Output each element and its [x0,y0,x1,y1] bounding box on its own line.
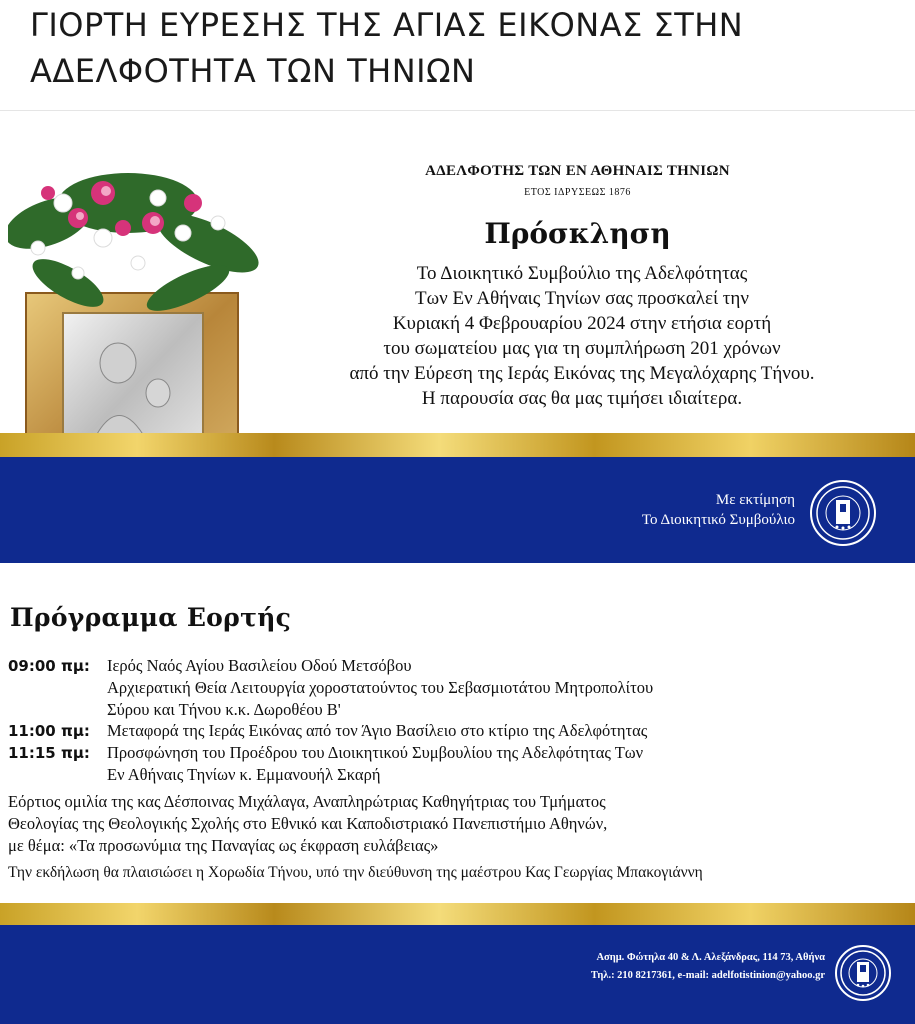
invitation-body [262,261,902,411]
invitation-poster [0,125,915,1024]
regards-line: Με εκτίμηση [715,492,795,508]
speech-note: Εόρτιος ομιλία της κας Δέσποινας Μιχάλαγα, Αναπληρώτριας Καθηγήτριας του Τμήματος [8,792,606,811]
invitation-line: του σωματείου μας για τη συμπλήρωση 201 χρόνων [383,338,781,359]
invitation-line: Κυριακή 4 Φεβρουαρίου 2024 στην ετήσια εορτή [392,313,772,334]
program-text: Αρχιερατική Θεία Λειτουργία χοροστατούντος του Σεβασμιοτάτου Μητροπολίτου [107,678,654,697]
article-title-line1: ΓΙΟΡΤΗ ΕΥΡΕΣΗΣ ΤΗΣ ΑΓΙΑΣ ΕΙΚΟΝΑΣ ΣΤΗΝ [30,6,744,44]
choir-note: Την εκδήλωση θα πλαισιώσει η Χορωδία Τήνου, υπό την διεύθυνση της μαέστρου Κας Γεωργίας Μπακογιάννη [8,864,703,881]
program-time: 09:00 πμ: [8,657,90,675]
program-time: 11:15 πμ: [8,744,90,762]
article-title-line2: ΑΔΕΛΦΟΤΗΤΑ ΤΩΝ ΤΗΝΙΩΝ [30,52,476,90]
speech-note: με θέμα: «Τα προσωνύμια της Παναγίας ως έκφραση ευλάβειας» [8,836,439,855]
gold-band-bottom [0,903,915,925]
invitation-line: Η παρουσία σας θα μας τιμήσει ιδιαίτερα. [421,388,743,409]
program-text: Μεταφορά της Ιεράς Εικόνας από τον Άγιο Βασίλειο στο κτίριο της Αδελφότητας [107,721,648,740]
article-title [30,2,900,94]
invitation-line: Των Εν Αθήναις Τηνίων σας προσκαλεί την [415,288,749,309]
program-text: Εν Αθήναις Τηνίων κ. Εμμανουήλ Σκαρή [107,765,381,784]
program-text: Ιερός Ναός Αγίου Βασιλείου Οδού Μετσόβου [107,656,412,675]
program-time: 11:00 πμ: [8,722,90,740]
program-text: Σύρου και Τήνου κ.κ. Δωροθέου Β' [107,700,341,719]
footer-address: Ασημ. Φώτηλα 40 & Λ. Αλεξάνδρας, 114 73, Αθήνα [596,952,825,963]
founding-year: ΕΤΟΣ ΙΔΡΥΣΕΩΣ 1876 [524,187,631,198]
regards-signature [540,490,795,530]
organization-seal-icon [835,945,891,1001]
program-heading: Πρόγραμμα Εορτής [10,603,292,632]
organization-name: ΑΔΕΛΦΟΤΗΣ ΤΩΝ ΕΝ ΑΘΗΝΑΙΣ ΤΗΝΙΩΝ [425,163,730,179]
organization-seal-icon [810,480,876,546]
invitation-line: Το Διοικητικό Συμβούλιο της Αδελφότητας [416,263,748,284]
footer-phone-email: Τηλ.: 210 8217361, e-mail: adelfotistinion@yahoo.gr [590,970,825,981]
title-divider [0,110,915,111]
speech-note: Θεολογίας της Θεολογικής Σχολής στο Εθνικό και Καποδιστριακό Πανεπιστήμιο Αθηνών, [8,814,608,833]
invitation-line: από την Εύρεση της Ιεράς Εικόνας της Μεγαλόχαρης Τήνου. [349,363,815,384]
gold-band-top [0,433,915,457]
invitation-heading: Πρόσκληση [484,217,671,250]
program-text: Προσφώνηση του Προέδρου του Διοικητικού Συμβουλίου της Αδελφότητας Των [107,743,644,762]
footer-contact-info [470,949,825,985]
regards-line: Το Διοικητικό Συμβούλιο [641,512,795,528]
